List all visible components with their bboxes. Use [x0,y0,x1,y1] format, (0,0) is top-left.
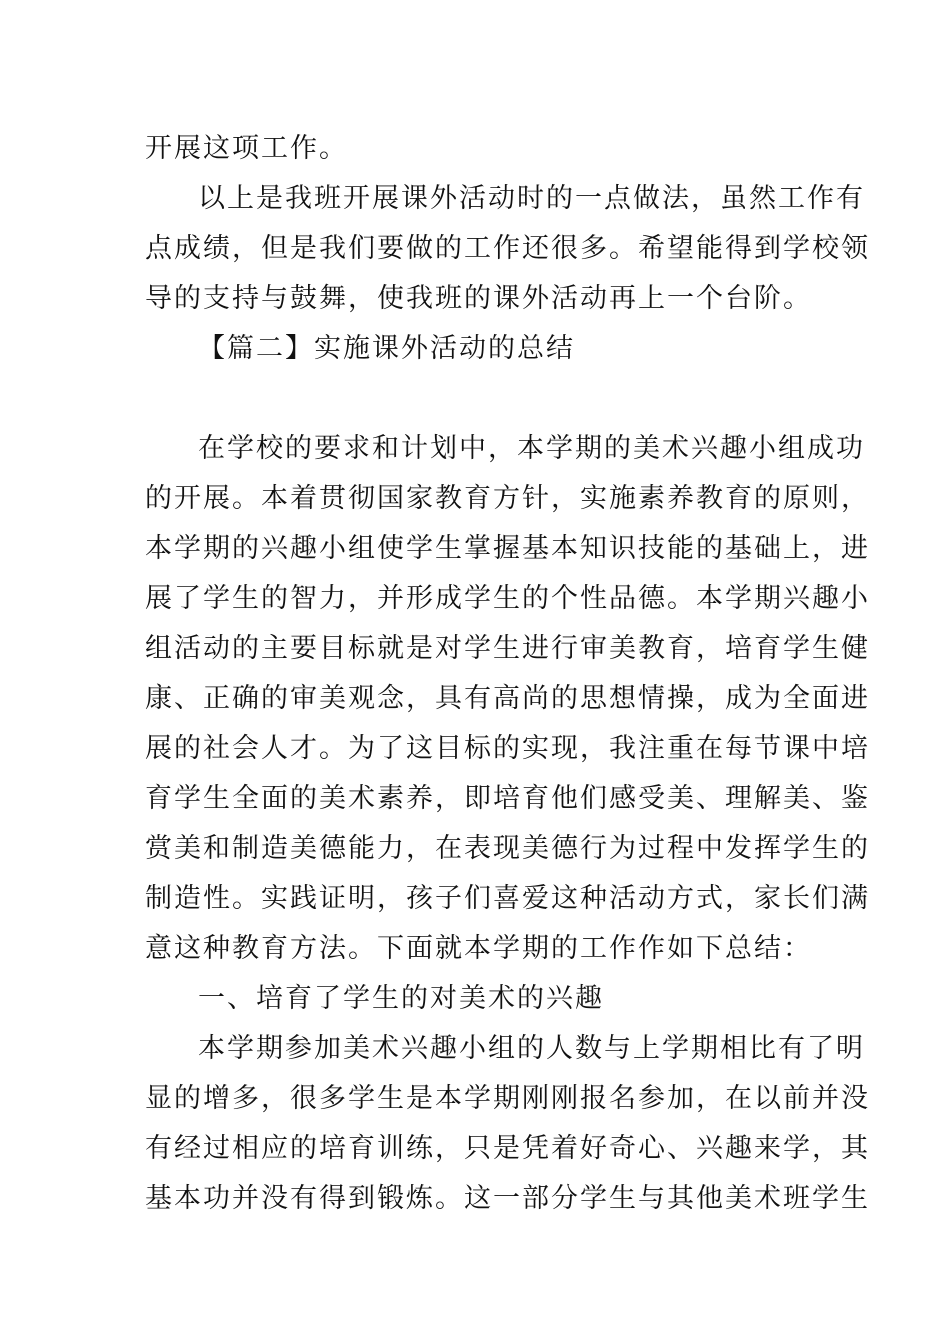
paragraph-line: 基本功并没有得到锻炼。这一部分学生与其他美术班学生 [145,1183,870,1214]
paragraph-line: 育学生全面的美术素养，即培育他们感受美、理解美、鉴 [145,783,870,814]
paragraph-line: 在学校的要求和计划中，本学期的美术兴趣小组成功 [198,433,865,464]
section-heading: 【篇二】实施课外活动的总结 [198,333,575,364]
paragraph-line: 的开展。本着贯彻国家教育方针，实施素养教育的原则， [145,483,870,514]
paragraph-line: 意这种教育方法。下面就本学期的工作作如下总结： [145,933,812,964]
paragraph-line: 以上是我班开展课外活动时的一点做法，虽然工作有 [198,183,865,214]
subsection-heading: 一、培育了学生的对美术的兴趣 [198,983,604,1014]
paragraph-line: 显的增多，很多学生是本学期刚刚报名参加，在以前并没 [145,1083,870,1114]
paragraph-line: 康、正确的审美观念，具有高尚的思想情操，成为全面进 [145,683,870,714]
paragraph-line: 赏美和制造美德能力，在表现美德行为过程中发挥学生的 [145,833,870,864]
paragraph-line: 制造性。实践证明，孩子们喜爱这种活动方式，家长们满 [145,883,870,914]
paragraph-line: 点成绩，但是我们要做的工作还很多。希望能得到学校领 [145,233,870,264]
paragraph-line: 本学期参加美术兴趣小组的人数与上学期相比有了明 [198,1033,865,1064]
paragraph-line: 开展这项工作。 [145,133,348,164]
paragraph-line: 组活动的主要目标就是对学生进行审美教育，培育学生健 [145,633,870,664]
paragraph-line: 展的社会人才。为了这目标的实现，我注重在每节课中培 [145,733,870,764]
paragraph-line: 有经过相应的培育训练，只是凭着好奇心、兴趣来学，其 [145,1133,870,1164]
paragraph-line: 展了学生的智力，并形成学生的个性品德。本学期兴趣小 [145,583,870,614]
paragraph-line: 本学期的兴趣小组使学生掌握基本知识技能的基础上，进 [145,533,870,564]
paragraph-line: 导的支持与鼓舞，使我班的课外活动再上一个台阶。 [145,283,812,314]
